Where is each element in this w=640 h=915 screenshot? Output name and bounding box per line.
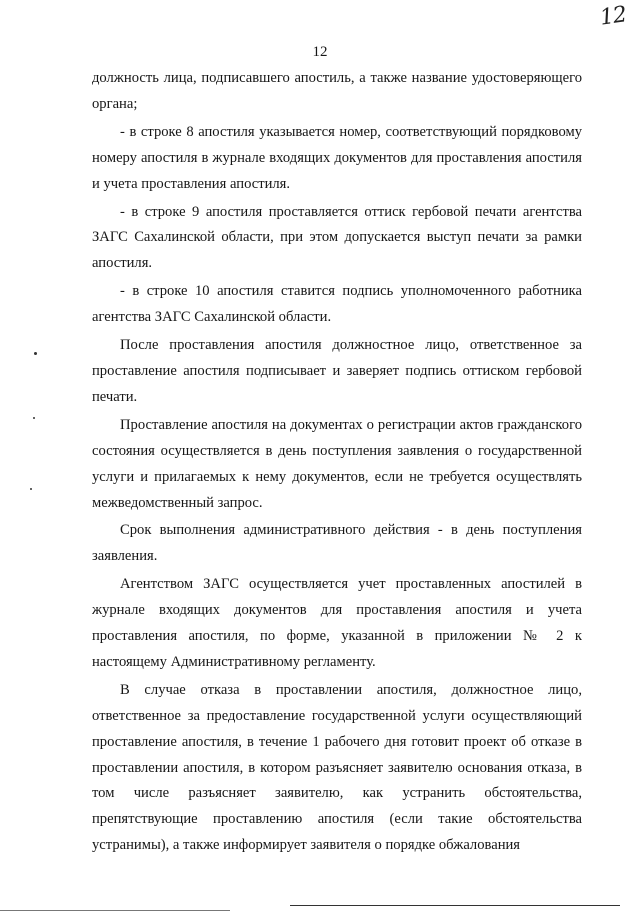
document-body [92, 66, 582, 859]
paragraph-continuation: должность лица, подписавшего апостиль, а также название удостоверяющего органа; [92, 70, 582, 112]
paragraph-after-apostille: После проставления апостиля должностное лицо, ответственное за проставление апостиля подписывает и заверяет подпись оттиском гербовой печати. [92, 337, 582, 405]
handwritten-page-mark: 12 [598, 2, 628, 31]
page-number: 12 [312, 44, 328, 60]
paragraph-line-9: - в строке 9 апостиля проставляется оттиск гербовой печати агентства ЗАГС Сахалинской области, при этом допускается выступ печати за рамки апостиля. [92, 203, 582, 272]
scan-speck [30, 488, 32, 490]
paragraph-registration-acts: Проставление апостиля на документах о регистрации актов гражданского состояния осуществляется в день поступления заявления о государственной услуги и прилагаемых к нему документов, если не требуется осуществлять межведомственный запрос. [92, 416, 582, 511]
paragraph-refusal: В случае отказа в проставлении апостиля, должностное лицо, ответственное за предоставление государственной услуги осуществляющий проставление апостиля, в течение 1 рабочего дня готовит проект об отказе в проставлении апостиля, в котором разъясняет заявителю основания отказа, в том числе разъясняет заявителю, как устранить обстоятельства, препятствующие проставлению апостиля (если такие обстоятельства устранимы), а также информирует заявителя о порядке обжалования [92, 681, 582, 854]
bottom-rule [0, 910, 230, 911]
scan-speck [34, 352, 37, 355]
paragraph-line-8: - в строке 8 апостиля указывается номер, соответствующий порядковому номеру апостиля в журнале входящих документов для проставления апостиля и учета проставления апостиля. [92, 123, 582, 192]
scan-speck [33, 417, 35, 419]
paragraph-line-10: - в строке 10 апостиля ставится подпись уполномоченного работника агентства ЗАГС Сахалинской области. [92, 283, 582, 326]
bottom-rule [290, 905, 620, 906]
paragraph-deadline: Срок выполнения административного действия - в день поступления заявления. [92, 522, 582, 565]
paragraph-journal: Агентством ЗАГС осуществляется учет проставленных апостилей в журнале входящих документов для проставления апостиля и учета проставления апостиля, по форме, указанной в приложении № 2 к настоящему Административному регламенту. [92, 576, 582, 670]
